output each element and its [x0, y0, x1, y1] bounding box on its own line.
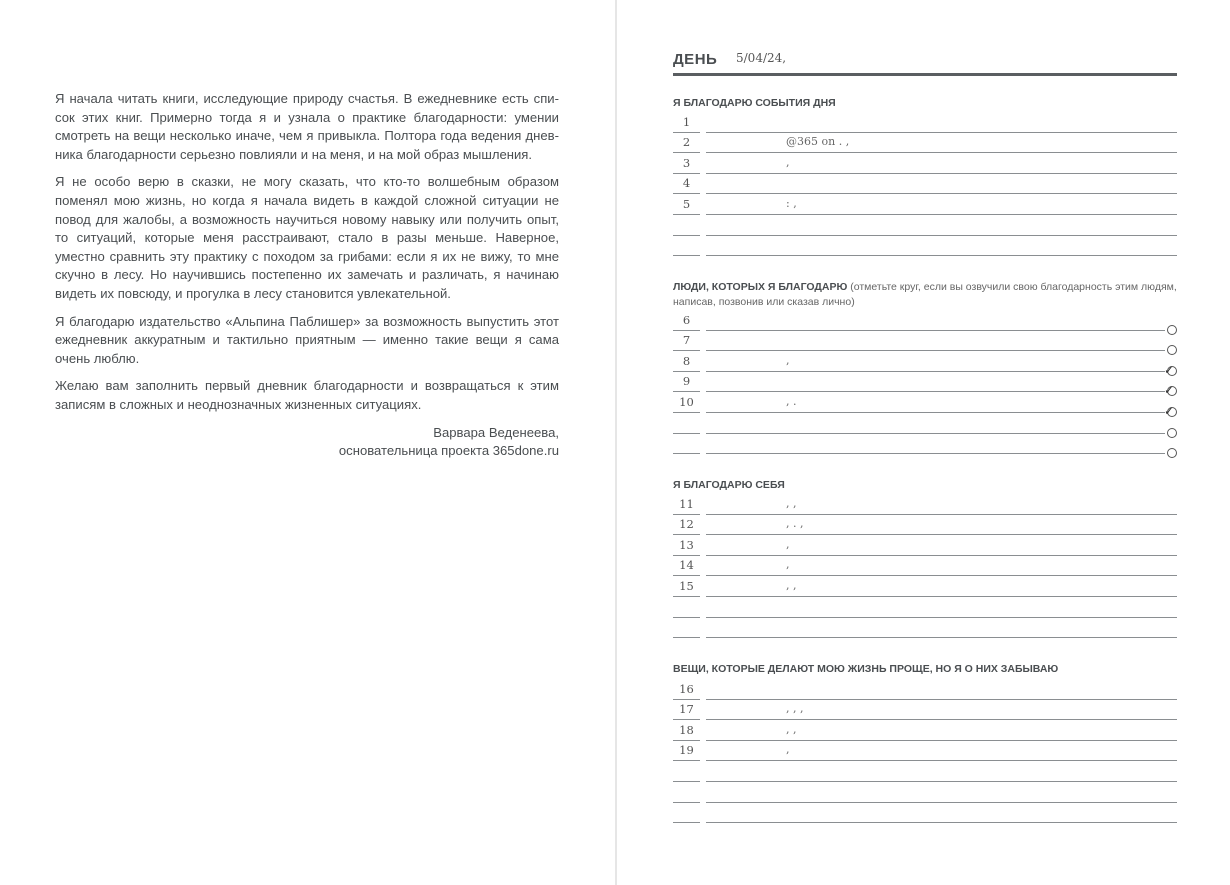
day-label: ДЕНЬ: [673, 51, 718, 68]
things-line: [673, 782, 1177, 803]
line-number: [673, 236, 700, 256]
things-line: [673, 720, 1177, 741]
write-line[interactable]: [706, 721, 1177, 741]
self-line: [673, 535, 1177, 556]
intro-paragraph-3: Я благодарю издательство «Альпина Паблишер» за возможность выпустить этот ежедневник аккуратным и тактильно приятным — именно такие вещи я сама очень люблю.: [55, 313, 559, 366]
line-text: , ,: [786, 578, 797, 592]
line-number: 9: [673, 372, 700, 392]
self-line: [673, 556, 1177, 577]
intro-text: [55, 90, 559, 461]
section-title-things: ВЕЩИ, КОТОРЫЕ ДЕЛАЮТ МОЮ ЖИЗНЬ ПРОЩЕ, НО Я О НИХ ЗАБЫВАЮ: [673, 663, 1059, 675]
things-lines: [673, 679, 1177, 823]
line-text: ,: [786, 353, 790, 367]
write-line[interactable]: [706, 783, 1177, 803]
line-number: 16: [673, 680, 700, 700]
line-text: ,: [786, 743, 790, 757]
checkmark-icon: ✓: [1164, 403, 1175, 418]
checkmark-icon: ✓: [1164, 383, 1175, 398]
things-line: [673, 700, 1177, 721]
people-line: [673, 310, 1177, 331]
write-line[interactable]: [706, 195, 1177, 215]
line-text: , .: [786, 394, 797, 408]
write-line[interactable]: [706, 556, 1177, 576]
self-line: [673, 597, 1177, 618]
intro-paragraph-2: Я не особо верю в сказки, не могу сказать, что кто-то волшебным образом поменял мою жизнь, но когда я начала видеть в каждой сложной ситуации не повод для жалобы, а возможность научиться новому навыку или получить опыт, то ситуаций, которые меня расстраивают, стало в разы меньше. Наверное, уместно сравнить эту практику с походом за грибами: если я их не вижу, то мне скучно в лесу. Но научившись постепенно их замечать и различать, я начинаю видеть их повсюду, и прогулка в лесу становится увлекательной.: [55, 174, 559, 301]
line-number: [673, 216, 700, 236]
things-line: [673, 803, 1177, 824]
write-line[interactable]: [706, 414, 1165, 434]
line-text: : ,: [786, 196, 797, 210]
people-line: [673, 331, 1177, 352]
line-number: 11: [673, 495, 700, 515]
events-line: [673, 215, 1177, 236]
day-date[interactable]: 5/04/24,: [736, 51, 787, 65]
intro-paragraph-1: Я начала читать книги, исследующие природу счастья. В ежедневнике есть список этих книг. Примерно тогда я и узнала о практике благодарности: умении смотреть на вещи несколько иначе, чем я привыкла. Полтора года ведения дневника благодарности серьезно повлияли и на меня, и на мой образ мышления.: [55, 91, 559, 162]
people-line: [673, 434, 1177, 455]
line-number: 14: [673, 556, 700, 576]
self-line: [673, 576, 1177, 597]
write-line[interactable]: [706, 216, 1177, 236]
write-line[interactable]: [706, 372, 1165, 392]
line-number: [673, 783, 700, 803]
things-line: [673, 679, 1177, 700]
write-line[interactable]: [706, 133, 1177, 153]
self-line: [673, 515, 1177, 536]
line-number: 19: [673, 741, 700, 761]
line-number: [673, 414, 700, 434]
line-number: 4: [673, 174, 700, 194]
line-text: ,: [786, 558, 790, 572]
line-text: ,: [786, 537, 790, 551]
section-title-self: Я БЛАГОДАРЮ СЕБЯ: [673, 479, 785, 491]
events-lines: [673, 112, 1177, 256]
events-line: [673, 112, 1177, 133]
events-line: [673, 236, 1177, 257]
people-line: [673, 413, 1177, 434]
write-line[interactable]: [706, 536, 1177, 556]
write-line[interactable]: [706, 700, 1177, 720]
events-line: [673, 153, 1177, 174]
line-text: ,: [786, 155, 790, 169]
line-number: [673, 434, 700, 454]
line-number: [673, 762, 700, 782]
people-line: [673, 372, 1177, 398]
people-title: ЛЮДИ, КОТОРЫХ Я БЛАГОДАРЮ: [673, 281, 848, 293]
write-line[interactable]: [706, 393, 1165, 413]
write-line[interactable]: [706, 434, 1165, 454]
right-page: [617, 0, 1230, 885]
people-line: [673, 392, 1177, 418]
things-line: [673, 741, 1177, 762]
line-number: 5: [673, 195, 700, 215]
line-text: , , ,: [786, 702, 804, 716]
checkmark-icon: ✓: [1164, 362, 1175, 377]
self-lines: [673, 494, 1177, 638]
signature: [55, 424, 559, 461]
line-number: 2: [673, 133, 700, 153]
line-number: 15: [673, 577, 700, 597]
write-line[interactable]: [706, 741, 1177, 761]
events-line: [673, 174, 1177, 195]
check-circle-icon[interactable]: [1167, 448, 1177, 458]
section-title-events: Я БЛАГОДАРЮ СОБЫТИЯ ДНЯ: [673, 97, 836, 109]
write-line[interactable]: [706, 174, 1177, 194]
write-line[interactable]: [706, 495, 1177, 515]
write-line[interactable]: [706, 618, 1177, 638]
write-line[interactable]: [706, 680, 1177, 700]
self-line: [673, 618, 1177, 639]
write-line[interactable]: [706, 803, 1177, 823]
write-line[interactable]: [706, 311, 1165, 331]
line-text: , . ,: [786, 517, 804, 531]
line-number: 7: [673, 331, 700, 351]
line-number: 1: [673, 113, 700, 133]
people-lines: [673, 310, 1177, 454]
line-number: [673, 803, 700, 823]
write-line[interactable]: [706, 598, 1177, 618]
section-title-people: [673, 280, 1179, 310]
people-line: [673, 351, 1177, 377]
signature-role: основательница проекта 365done.ru: [338, 443, 559, 459]
intro-paragraph-4: Желаю вам заполнить первый дневник благодарности и возвращаться к этим записям в сложных и неоднозначных жизненных ситуациях.: [55, 378, 559, 412]
line-number: 18: [673, 721, 700, 741]
line-number: 17: [673, 700, 700, 720]
line-text: , ,: [786, 496, 797, 510]
line-text: @365 on . ,: [786, 135, 850, 149]
events-line: [673, 194, 1177, 215]
things-line: [673, 761, 1177, 782]
write-line[interactable]: [706, 577, 1177, 597]
line-number: 8: [673, 352, 700, 372]
line-number: [673, 598, 700, 618]
write-line[interactable]: [706, 236, 1177, 256]
line-number: [673, 618, 700, 638]
events-line: [673, 133, 1177, 154]
day-header: [673, 48, 1177, 76]
write-line[interactable]: [706, 331, 1165, 351]
signature-name: Варвара Веденеева,: [433, 424, 559, 440]
people-note: (отметьте круг, если вы озвучили свою благодарность этим людям, написав, позвонив или сказав лично): [673, 281, 1177, 308]
line-text: , ,: [786, 722, 797, 736]
line-number: 13: [673, 536, 700, 556]
line-number: 12: [673, 515, 700, 535]
write-line[interactable]: [706, 762, 1177, 782]
line-number: 6: [673, 311, 700, 331]
write-line[interactable]: [706, 154, 1177, 174]
line-number: 10: [673, 393, 700, 413]
line-number: 3: [673, 154, 700, 174]
self-line: [673, 494, 1177, 515]
write-line[interactable]: [706, 352, 1165, 372]
write-line[interactable]: [706, 515, 1177, 535]
write-line[interactable]: [706, 113, 1177, 133]
